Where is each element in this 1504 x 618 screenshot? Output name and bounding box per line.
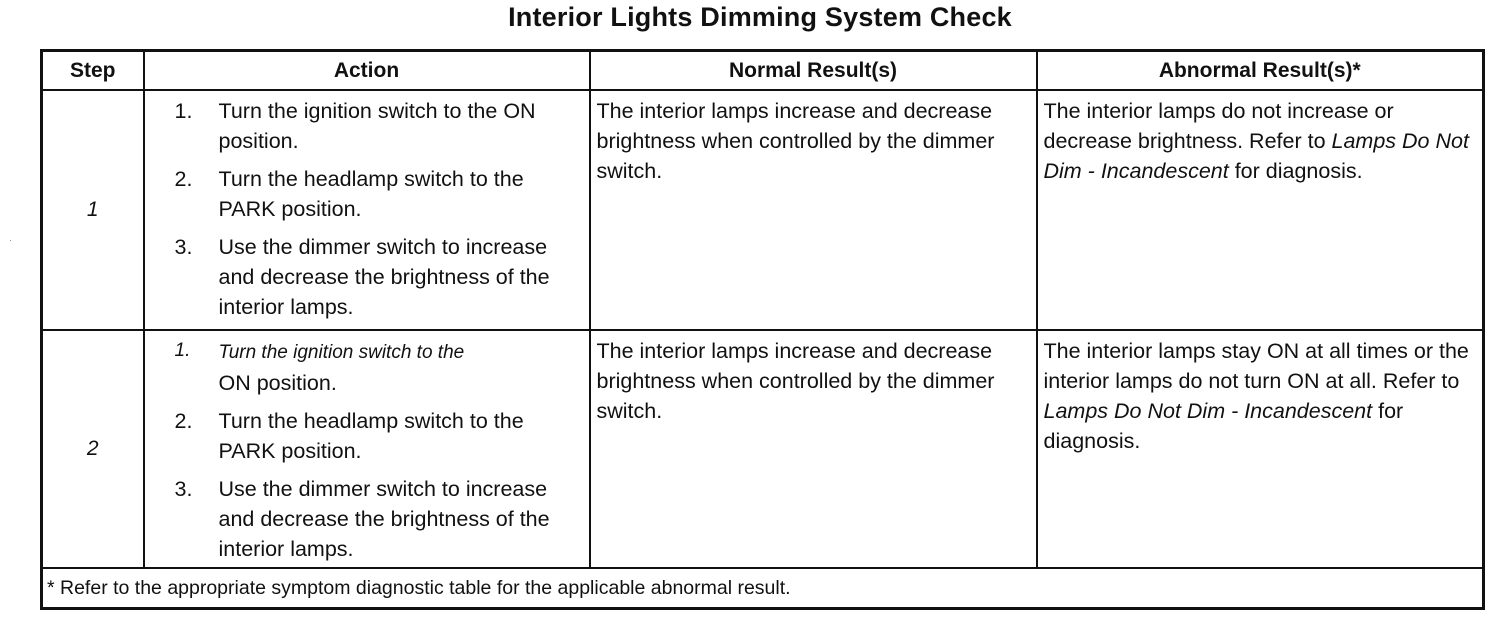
action-list bbox=[175, 336, 581, 564]
list-item: 3. Use the dimmer switch to increase and decrease the brightness of the interior lamps. bbox=[174, 477, 550, 561]
step-number: 1 bbox=[42, 90, 144, 330]
header-row bbox=[42, 51, 1484, 91]
table-row bbox=[42, 90, 1484, 330]
table-row bbox=[42, 330, 1484, 568]
header-abnormal-results: Abnormal Result(s)* bbox=[1037, 51, 1484, 91]
reference-link-text: Lamps Do Not Dim - Incandescent bbox=[1043, 129, 1469, 183]
abnormal-result: The interior lamps do not increase or decrease brightness. Refer to Lamps Do Not Dim - Incandescent for diagnosis. bbox=[1037, 90, 1484, 330]
action-cell bbox=[144, 330, 590, 568]
list-item: 1. Turn the ignition switch to the ON position. bbox=[174, 340, 465, 395]
header-normal-results: Normal Result(s) bbox=[590, 51, 1037, 91]
footnote: * Refer to the appropriate symptom diagnostic table for the applicable abnormal result. bbox=[42, 568, 1484, 609]
list-item: 3. Use the dimmer switch to increase and decrease the brightness of the interior lamps. bbox=[174, 235, 550, 319]
normal-result: The interior lamps increase and decrease brightness when controlled by the dimmer switch. bbox=[590, 90, 1037, 330]
diagnostic-table bbox=[40, 49, 1485, 610]
normal-result: The interior lamps increase and decrease brightness when controlled by the dimmer switch. bbox=[590, 330, 1037, 568]
action-list bbox=[175, 96, 581, 322]
action-cell bbox=[144, 90, 590, 330]
abnormal-result: The interior lamps stay ON at all times or the interior lamps do not turn ON at all. Refer to Lamps Do Not Dim - Incandescent for diagnosis. bbox=[1037, 330, 1484, 568]
step-number: 2 bbox=[42, 330, 144, 568]
reference-link-text: Lamps Do Not Dim - Incandescent bbox=[1043, 399, 1373, 423]
header-step: Step bbox=[42, 51, 144, 91]
footnote-row bbox=[42, 568, 1484, 609]
page-title: Interior Lights Dimming System Check bbox=[508, 2, 1012, 32]
list-item: 2. Turn the headlamp switch to the PARK position. bbox=[174, 167, 524, 221]
scan-mark: · bbox=[9, 235, 12, 245]
list-item: 2. Turn the headlamp switch to the PARK position. bbox=[174, 409, 524, 463]
list-item: 1. Turn the ignition switch to the ON position. bbox=[174, 99, 536, 153]
header-action: Action bbox=[144, 51, 590, 91]
